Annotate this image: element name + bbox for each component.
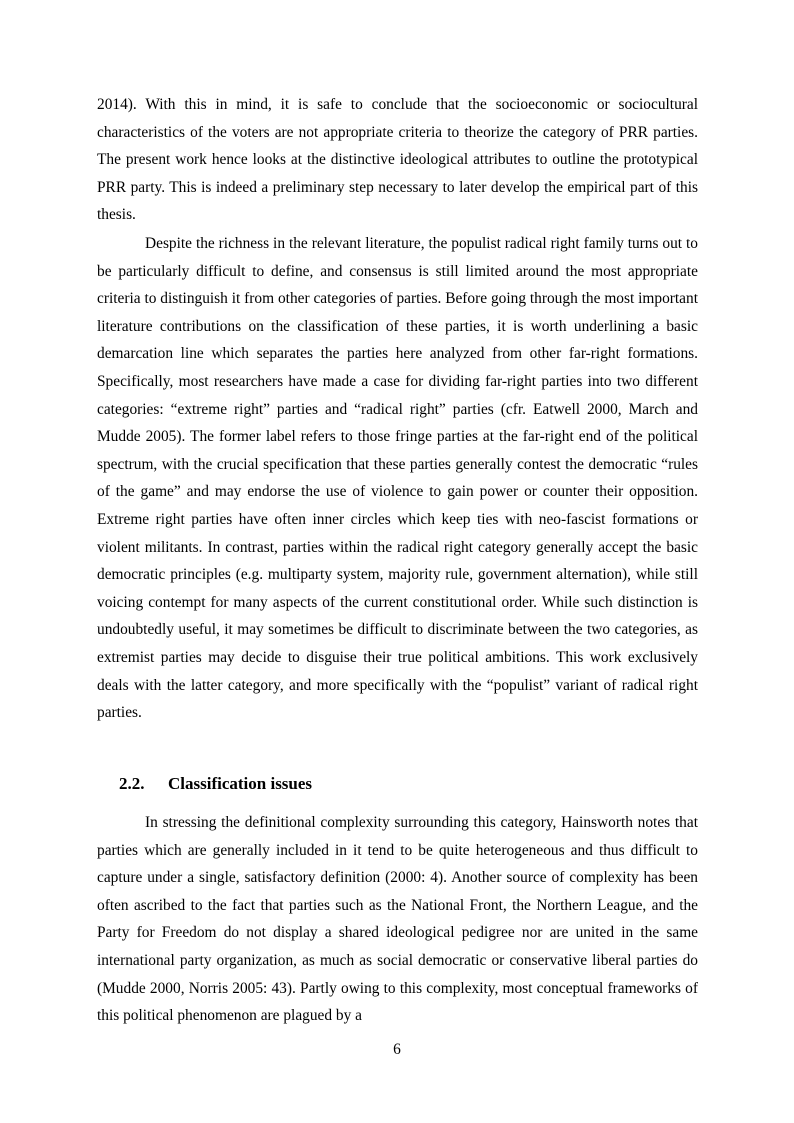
paragraph-text: Despite the richness in the relevant literature, the populist radical right family turns out to be particularly difficult to define, and consensus is still limited around the most appropriate criteria to distinguish it from other categories of parties. Before going through the most important literature contributions on the classification of these parties, it is worth underlining a basic demarcation line which separates the parties here analyzed from other far-right formations. Specifically, most researchers have made a case for dividing far-right parties into two different categories: “extreme right” parties and “radical right” parties (cfr. Eatwell 2000, March and Mudde 2005). The former label refers to those fringe parties at the far-right end of the political spectrum, with the crucial specification that these parties generally contest the democratic “rules of the game” and may endorse the use of violence to gain power or counter their opposition. Extreme right parties have often inner circles which keep ties with neo-fascist formations or violent militants. In contrast, parties within the radical right category generally accept the basic democratic principles (e.g. multiparty system, majority rule, government alternation), while still voicing contempt for many aspects of the current constitutional order. While such distinction is undoubtedly useful, it may sometimes be difficult to discriminate between the two categories, as extremist parties may decide to disguise their true political ambitions. This work exclusively deals with the latter category, and more specifically with the “populist” variant of radical right parties.	[97, 235, 698, 722]
section-number: 2.2.	[119, 774, 145, 793]
page-number: 6	[393, 1041, 401, 1058]
paragraph-text: 2014). With this in mind, it is safe to conclude that the socioeconomic or sociocultural characteristics of the voters are not appropriate criteria to theorize the category of PRR parties. The present work hence looks at the distinctive ideological attributes to outline the prototypical PRR party. This is indeed a preliminary step necessary to later develop the empirical part of this thesis.	[97, 96, 698, 224]
body-paragraph	[97, 91, 698, 229]
body-paragraph	[97, 809, 698, 1030]
section-heading	[119, 770, 312, 798]
section-title: Classification issues	[168, 774, 313, 793]
body-paragraph	[97, 230, 698, 727]
paragraph-text: In stressing the definitional complexity surrounding this category, Hainsworth notes that parties which are generally included in it tend to be quite heterogeneous and thus difficult to capture under a single, satisfactory definition (2000: 4). Another source of complexity has been often ascribed to the fact that parties such as the National Front, the Northern League, and the Party for Freedom do not display a shared ideological pedigree nor are united in the same international party organization, as much as social democratic or conservative liberal parties do (Mudde 2000, Norris 2005: 43). Partly owing to this complexity, most conceptual frameworks of this political phenomenon are plagued by a	[97, 814, 698, 1025]
